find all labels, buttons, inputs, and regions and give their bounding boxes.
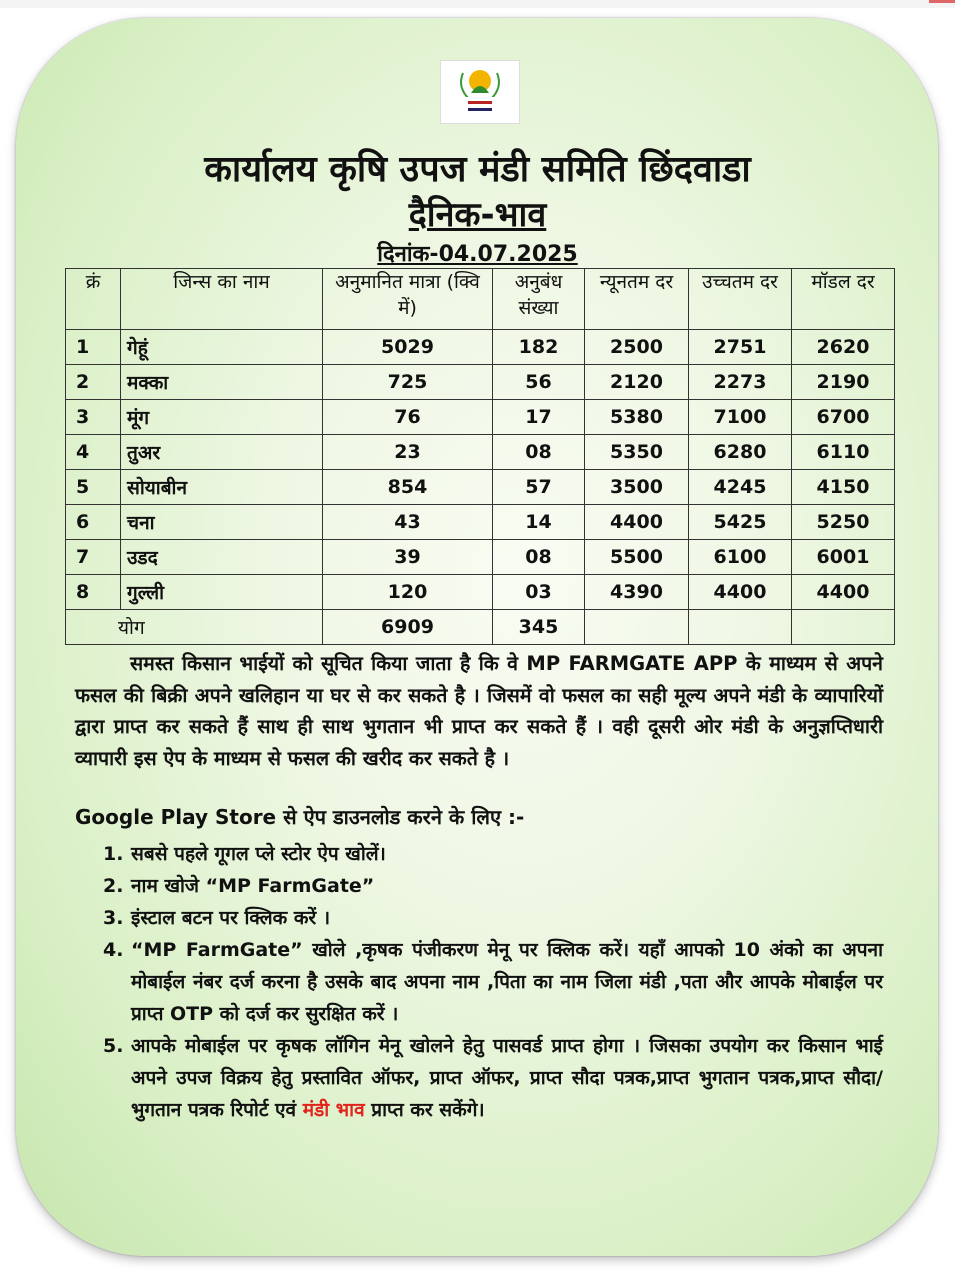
table-row bbox=[66, 540, 895, 575]
cell-max-rate: 7100 bbox=[689, 400, 792, 435]
cell-modal-rate: 4150 bbox=[792, 470, 895, 505]
step-item bbox=[103, 1030, 883, 1126]
download-steps-list bbox=[103, 838, 883, 1126]
step-number: 2. bbox=[103, 875, 124, 897]
step-text bbox=[131, 1030, 883, 1126]
cell-commodity: चना bbox=[121, 505, 323, 540]
cell-quantity: 5029 bbox=[323, 330, 493, 365]
total-label: योग bbox=[66, 610, 323, 645]
cell-min-rate: 5350 bbox=[585, 435, 689, 470]
cell-min-rate: 4390 bbox=[585, 575, 689, 610]
col-header-quantity: अनुमानित मात्रा (क्वि में) bbox=[323, 269, 493, 330]
step5-text-after: प्राप्त कर सकेंगे। bbox=[364, 1099, 485, 1121]
cell-modal-rate: 5250 bbox=[792, 505, 895, 540]
cell-max-rate: 5425 bbox=[689, 505, 792, 540]
cell-quantity: 43 bbox=[323, 505, 493, 540]
table-row bbox=[66, 470, 895, 505]
cell-contracts: 17 bbox=[493, 400, 585, 435]
logo-emblem-icon bbox=[441, 61, 519, 123]
cell-min-rate: 4400 bbox=[585, 505, 689, 540]
step-number: 1. bbox=[103, 843, 124, 865]
cell-modal-rate: 2190 bbox=[792, 365, 895, 400]
total-contracts: 345 bbox=[493, 610, 585, 645]
cell-max-rate: 4400 bbox=[689, 575, 792, 610]
mandi-bhav-highlight: मंडी भाव bbox=[302, 1099, 365, 1121]
cell-modal-rate: 4400 bbox=[792, 575, 895, 610]
cell-modal-rate: 6001 bbox=[792, 540, 895, 575]
step-item bbox=[103, 838, 883, 870]
daily-rate-heading: दैनिक-भाव bbox=[408, 195, 547, 235]
step-number: 5. bbox=[103, 1035, 124, 1057]
cell-quantity: 23 bbox=[323, 435, 493, 470]
cell-contracts: 182 bbox=[493, 330, 585, 365]
cell-quantity: 120 bbox=[323, 575, 493, 610]
cell-sn: 4 bbox=[66, 435, 121, 470]
top-strip bbox=[0, 0, 955, 8]
step-text: नाम खोजे “MP FarmGate” bbox=[131, 875, 375, 897]
cell-commodity: मक्का bbox=[121, 365, 323, 400]
cell-min-rate: 5500 bbox=[585, 540, 689, 575]
cell-contracts: 56 bbox=[493, 365, 585, 400]
cell-modal-rate: 6700 bbox=[792, 400, 895, 435]
download-guide-title: Google Play Store से ऐप डाउनलोड करने के लिए :- bbox=[75, 805, 525, 829]
cell-contracts: 08 bbox=[493, 540, 585, 575]
cell-min-rate: 2120 bbox=[585, 365, 689, 400]
cell-commodity: तुअर bbox=[121, 435, 323, 470]
table-row bbox=[66, 330, 895, 365]
cell-sn: 6 bbox=[66, 505, 121, 540]
total-empty-cell bbox=[792, 610, 895, 645]
step-number: 4. bbox=[103, 939, 124, 961]
col-header-contracts: अनुबंध संख्या bbox=[493, 269, 585, 330]
cell-commodity: उडद bbox=[121, 540, 323, 575]
cell-sn: 1 bbox=[66, 330, 121, 365]
cell-contracts: 14 bbox=[493, 505, 585, 540]
cell-quantity: 39 bbox=[323, 540, 493, 575]
table-row bbox=[66, 400, 895, 435]
farmer-notice-paragraph: समस्त किसान भाईयों को सूचित किया जाता है कि वे MP FARMGATE APP के माध्यम से अपने फसल की बिक्री अपने खलिहान या घर से कर सकते है । जिसमें वो फसल का सही मूल्य अपने मंडी के व्यापारियों द्वारा प्राप्त कर सकते हैं साथ ही साथ भुगतान भी प्राप्त कर सकते हैं । वही दूसरी ओर मंडी के अनुज्ञप्तिधारी व्यापारी इस ऐप के माध्यम से फसल की खरीद कर सकते है । bbox=[75, 652, 883, 770]
cell-contracts: 03 bbox=[493, 575, 585, 610]
step-text: इंस्टाल बटन पर क्लिक करें । bbox=[131, 907, 331, 929]
table-total-row bbox=[66, 610, 895, 645]
cell-quantity: 725 bbox=[323, 365, 493, 400]
cell-quantity: 76 bbox=[323, 400, 493, 435]
top-strip-mark bbox=[929, 0, 955, 3]
step-item bbox=[103, 934, 883, 1030]
cell-commodity: गुल्ली bbox=[121, 575, 323, 610]
col-header-sn: क्रं bbox=[66, 269, 121, 330]
table-header-row bbox=[66, 269, 895, 330]
step-item bbox=[103, 902, 883, 934]
cell-max-rate: 6100 bbox=[689, 540, 792, 575]
cell-commodity: सोयाबीन bbox=[121, 470, 323, 505]
cell-min-rate: 2500 bbox=[585, 330, 689, 365]
cell-contracts: 08 bbox=[493, 435, 585, 470]
cell-max-rate: 2273 bbox=[689, 365, 792, 400]
cell-commodity: मूंग bbox=[121, 400, 323, 435]
step5-text-before: आपके मोबाईल पर कृषक लॉगिन मेनू खोलने हेतु पासवर्ड प्राप्त होगा । जिसका उपयोग कर किसान भाई अपने उपज विक्रय हेतु प्रस्तावित ऑफर, प्राप्त ऑफर, प्राप्त सौदा पत्रक,प्राप्त भुगतान पत्रक,प्राप्त सौदा/भुगतान पत्रक रिपोर्ट एवं bbox=[131, 1035, 883, 1121]
table-row bbox=[66, 365, 895, 400]
table-row bbox=[66, 435, 895, 470]
col-header-commodity: जिन्स का नाम bbox=[121, 269, 323, 330]
step-number: 3. bbox=[103, 907, 124, 929]
cell-modal-rate: 6110 bbox=[792, 435, 895, 470]
date-label: दिनांक-04.07.2025 bbox=[377, 242, 578, 267]
step-text: सबसे पहले गूगल प्ले स्टोर ऐप खोलें। bbox=[131, 843, 386, 865]
office-title: कार्यालय कृषि उपज मंडी समिति छिंदवाडा bbox=[204, 149, 751, 190]
cell-contracts: 57 bbox=[493, 470, 585, 505]
table-row bbox=[66, 505, 895, 540]
cell-min-rate: 3500 bbox=[585, 470, 689, 505]
cell-sn: 8 bbox=[66, 575, 121, 610]
col-header-modal-rate: मॉडल दर bbox=[792, 269, 895, 330]
col-header-min-rate: न्यूनतम दर bbox=[585, 269, 689, 330]
cell-max-rate: 6280 bbox=[689, 435, 792, 470]
col-header-max-rate: उच्चतम दर bbox=[689, 269, 792, 330]
total-empty-cell bbox=[689, 610, 792, 645]
total-empty-cell bbox=[585, 610, 689, 645]
table-row bbox=[66, 575, 895, 610]
cell-commodity: गेहूं bbox=[121, 330, 323, 365]
cell-sn: 7 bbox=[66, 540, 121, 575]
cell-quantity: 854 bbox=[323, 470, 493, 505]
cell-modal-rate: 2620 bbox=[792, 330, 895, 365]
step-text: “MP FarmGate” खोले ,कृषक पंजीकरण मेनू पर क्लिक करें। यहाँ आपको 10 अंको का अपना मोबाईल नंबर दर्ज करना है उसके बाद अपना नाम ,पिता का नाम जिला मंडी ,पता और आपके मोबाईल पर प्राप्त OTP को दर्ज कर सुरक्षित करें । bbox=[131, 939, 883, 1025]
total-quantity: 6909 bbox=[323, 610, 493, 645]
cell-sn: 3 bbox=[66, 400, 121, 435]
cell-max-rate: 2751 bbox=[689, 330, 792, 365]
cell-min-rate: 5380 bbox=[585, 400, 689, 435]
cell-max-rate: 4245 bbox=[689, 470, 792, 505]
cell-sn: 2 bbox=[66, 365, 121, 400]
step-item bbox=[103, 870, 883, 902]
kisan-samachar-logo bbox=[440, 60, 520, 124]
cell-sn: 5 bbox=[66, 470, 121, 505]
daily-rate-table bbox=[65, 268, 895, 645]
